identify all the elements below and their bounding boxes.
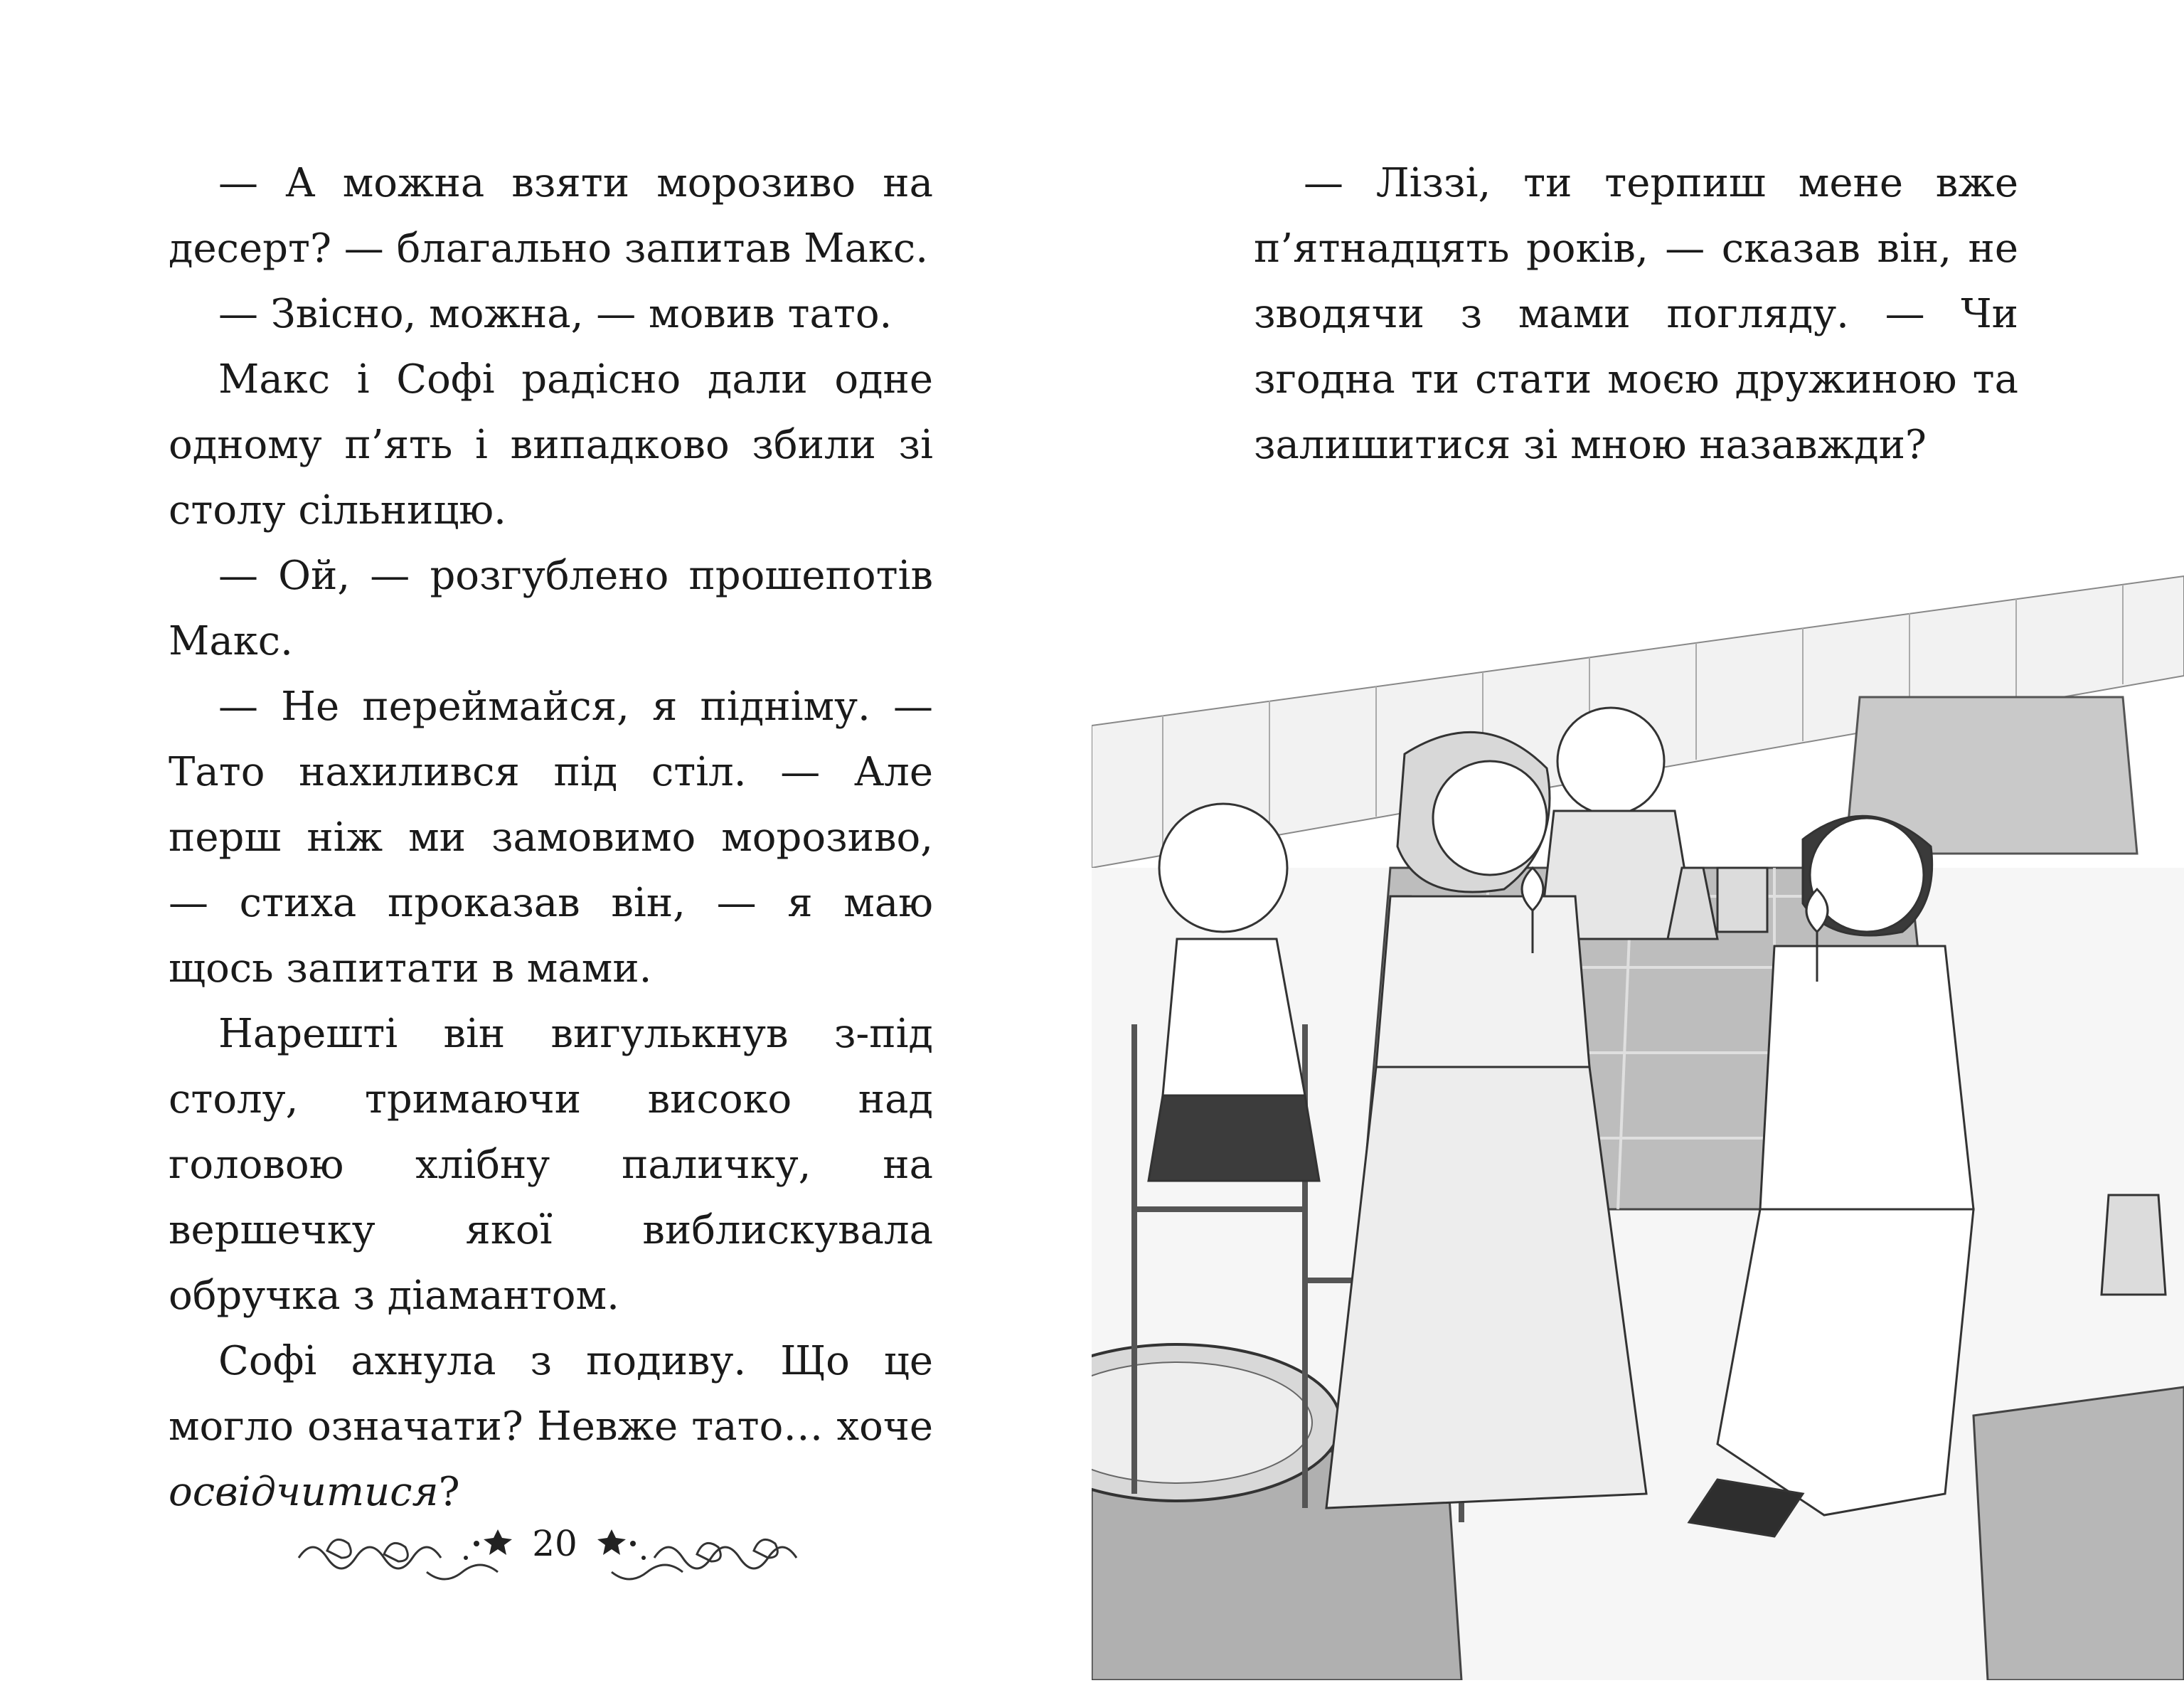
paragraph: Макс і Софі радісно дали одне одному п’ять і випадково збили зі столу сільницю. (169, 356, 933, 533)
paragraph: — Ой, — розгублено прошепотів Макс. (169, 553, 933, 664)
paragraph: — Не переймайся, я підніму. — Тато нахилився під стіл. — Але перш ніж ми замовимо морозиво, — стиха проказав він, — я маю щось запитати в мами. (169, 684, 933, 992)
left-page (0, 0, 1092, 1680)
illustration-image (1092, 569, 2184, 1680)
right-page-text (1254, 151, 2018, 478)
paragraph (169, 1329, 933, 1525)
paragraph: — Ліззі, ти терпиш мене вже п’ятнадцять років, — сказав він, не зводячи з мами погляду. — Чи згодна ти стати моєю дружиною та залишитися зі мною назавжди? (1254, 160, 2018, 468)
paragraph: — А можна взяти морозиво на десерт? — благально запитав Макс. (169, 160, 933, 272)
emphasized-word: освідчитися (169, 1469, 439, 1515)
paragraph-text: Софі ахнула з подиву. Що це могло означати? Невже тато… хоче (169, 1338, 933, 1450)
left-page-text (169, 151, 933, 1525)
page-number-ornament (284, 1515, 825, 1600)
paragraph-text: ? (438, 1469, 460, 1515)
restaurant-proposal-illustration (1092, 569, 2184, 1680)
paragraph: — Звісно, можна, — мовив тато. (218, 291, 893, 337)
page-number: 20 (532, 1523, 577, 1564)
paragraph: Нарешті він вигулькнув з-під столу, тримаючи високо над головою хлібну паличку, на вершечку якої виблискувала обручка з діамантом. (169, 1011, 933, 1319)
